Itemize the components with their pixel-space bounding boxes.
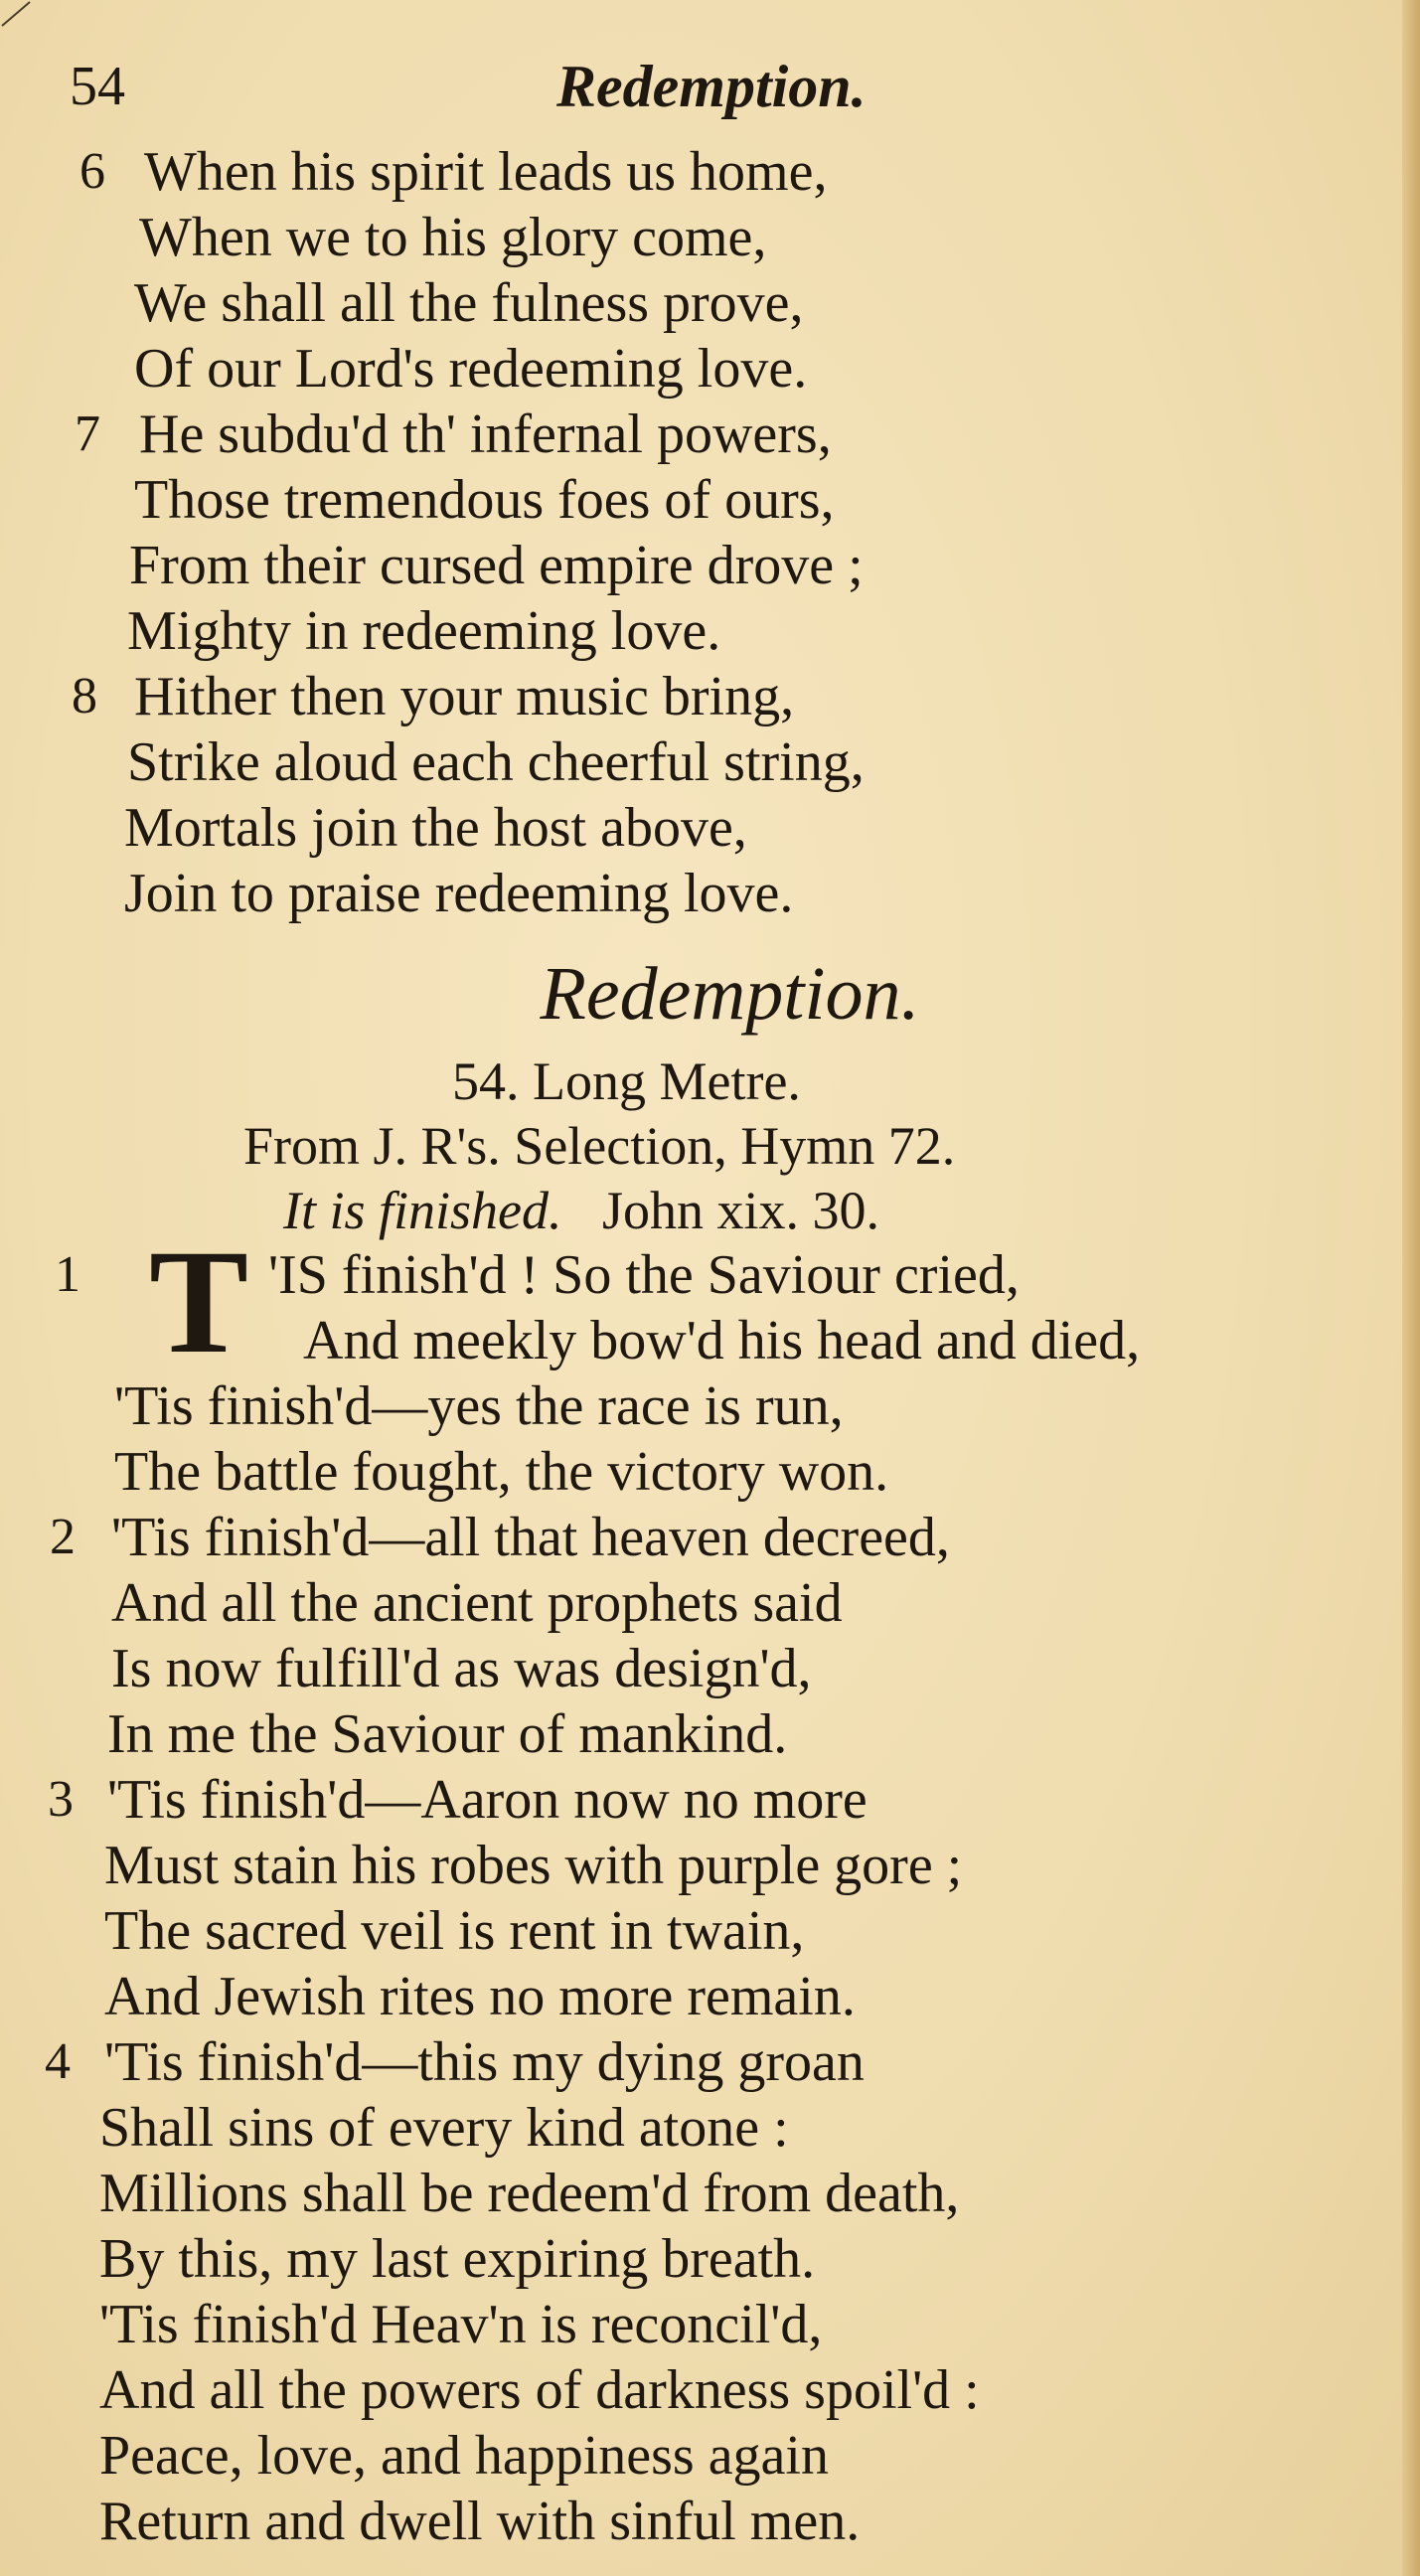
verse-line: Must stain his robes with purple gore ; <box>104 1835 963 1896</box>
hymn-number-metre: 54. Long Metre. <box>452 1051 801 1111</box>
verse-line: The battle fought, the victory won. <box>114 1441 889 1503</box>
hymn-title: Redemption. <box>540 952 920 1036</box>
verse-line: Those tremendous foes of ours, <box>134 469 835 531</box>
verse-line: Mighty in redeeming love. <box>127 600 721 662</box>
verse-line: Of our Lord's redeeming love. <box>134 338 808 400</box>
verse-line: And meekly bow'd his head and died, <box>303 1310 1141 1371</box>
stanza-number: 7 <box>75 405 100 462</box>
verse-line: Peace, love, and happiness again <box>99 2425 829 2487</box>
verse-line: And all the ancient prophets said <box>111 1572 843 1634</box>
verse-line: And Jewish rites no more remain. <box>104 1966 856 2027</box>
verse-line: When his spirit leads us home, <box>144 141 828 203</box>
stanza-number: 4 <box>45 2033 71 2090</box>
page-number: 54 <box>70 56 125 117</box>
stanza-number: 3 <box>48 1771 74 1828</box>
stanza-number: 6 <box>79 143 105 200</box>
page-edge <box>1402 0 1420 2576</box>
verse-line: Shall sins of every kind atone : <box>99 2097 789 2159</box>
running-head <box>70 52 1341 121</box>
verse-line: In me the Saviour of mankind. <box>107 1703 788 1765</box>
stanza-number: 8 <box>72 668 97 724</box>
corner-pencil-mark <box>0 0 40 30</box>
hymn-subject <box>283 1178 879 1243</box>
verse-line: Strike aloud each cheerful string, <box>127 731 865 793</box>
verse-line: 'IS finish'd ! So the Saviour cried, <box>268 1244 1020 1306</box>
drop-cap: T <box>149 1219 249 1384</box>
verse-line: Join to praise redeeming love. <box>124 863 794 924</box>
verse-line: Return and dwell with sinful men. <box>99 2491 861 2552</box>
verse-line: 'Tis finish'd—yes the race is run, <box>114 1375 844 1437</box>
verse-line: 'Tis finish'd—Aaron now no more <box>107 1769 868 1831</box>
hymn-source: From J. R's. Selection, Hymn 72. <box>243 1116 956 1176</box>
verse-line: When we to his glory come, <box>139 207 767 268</box>
scripture-reference: John xix. 30. <box>602 1181 880 1240</box>
verse-line: Mortals join the host above, <box>124 797 747 859</box>
verse-line: The sacred veil is rent in twain, <box>104 1900 805 1962</box>
verse-line: 'Tis finish'd Heav'n is reconcil'd, <box>99 2294 823 2355</box>
stanza-number: 1 <box>55 1246 80 1303</box>
verse-line: We shall all the fulness prove, <box>134 272 804 334</box>
verse-line: 'Tis finish'd—all that heaven decreed, <box>111 1507 950 1568</box>
verse-line: 'Tis finish'd—this my dying groan <box>104 2031 865 2093</box>
hymn-subject-italic: It is finished. <box>283 1181 562 1240</box>
running-title: Redemption. <box>556 54 867 119</box>
verse-line: By this, my last expiring breath. <box>99 2228 816 2290</box>
verse-line: Hither then your music bring, <box>134 666 795 727</box>
verse-line: Millions shall be redeem'd from death, <box>99 2163 960 2224</box>
verse-line: And all the powers of darkness spoil'd : <box>99 2359 980 2421</box>
verse-line: Is now fulfill'd as was design'd, <box>111 1638 812 1699</box>
verse-line: He subdu'd th' infernal powers, <box>139 403 832 465</box>
verse-line: From their cursed empire drove ; <box>129 535 864 596</box>
stanza-number: 2 <box>50 1509 76 1565</box>
